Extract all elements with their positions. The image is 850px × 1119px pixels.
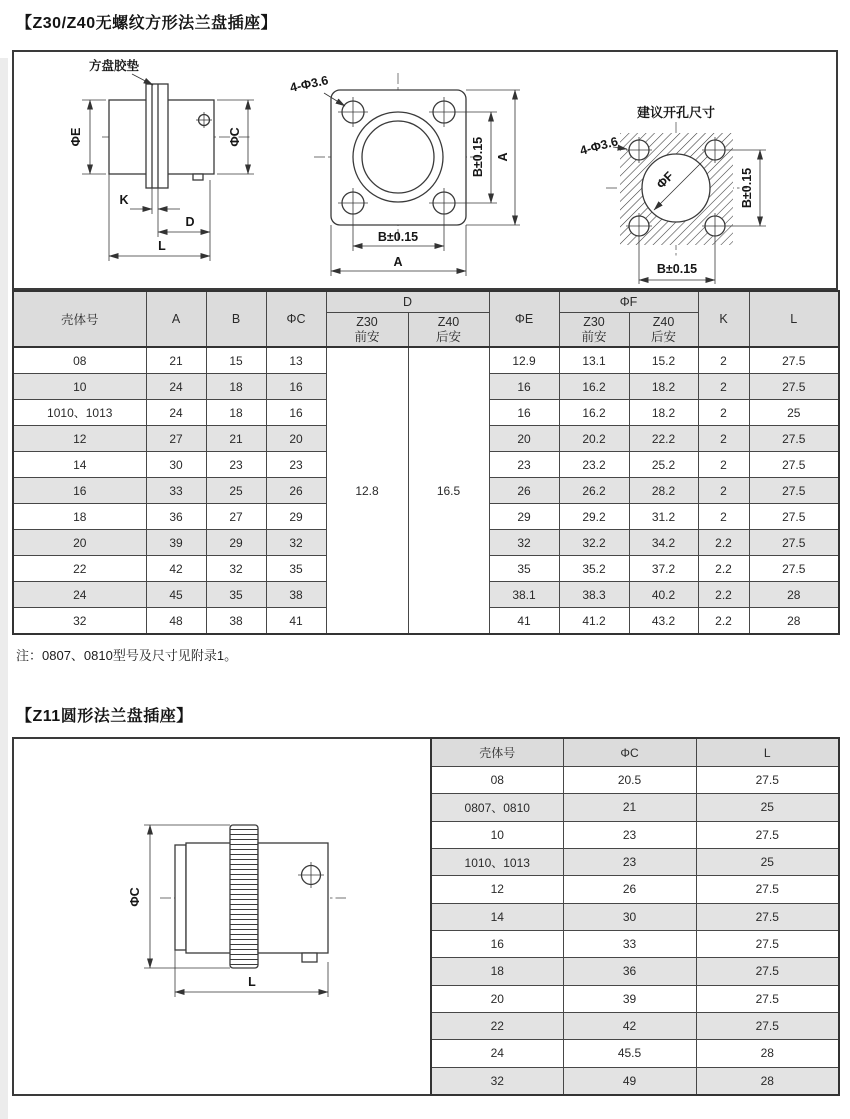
table-cell: 16	[431, 930, 563, 957]
table-cell: 18	[206, 400, 266, 426]
table-cell: 28	[749, 582, 839, 608]
table-cell: 28	[749, 608, 839, 635]
table-row	[431, 1012, 839, 1039]
table-cell: 27.5	[749, 530, 839, 556]
table-cell: 13.1	[559, 347, 629, 374]
table-cell: 25	[749, 400, 839, 426]
table-cell: 27.5	[696, 930, 839, 957]
table-cell: 38.3	[559, 582, 629, 608]
table-row	[431, 958, 839, 985]
table-cell: 16	[489, 400, 559, 426]
table-cell: 16	[13, 478, 146, 504]
table-cell: 39	[563, 985, 696, 1012]
table-cell: 41	[266, 608, 326, 635]
table-cell: 26.2	[559, 478, 629, 504]
table-cell: 20	[13, 530, 146, 556]
table-cell: 13	[266, 347, 326, 374]
column-header: 壳体号	[13, 291, 146, 347]
table-cell-merged: 16.5	[408, 347, 489, 634]
table-cell: 28	[696, 1067, 839, 1095]
table-cell: 36	[146, 504, 206, 530]
table-row	[431, 1040, 839, 1067]
table-cell: 14	[431, 903, 563, 930]
table-cell: 21	[206, 426, 266, 452]
front-view-drawing	[289, 73, 520, 276]
table-cell: 18	[431, 958, 563, 985]
table-cell: 0807、0810	[431, 794, 563, 821]
table-row	[431, 821, 839, 848]
table-cell: 27.5	[749, 374, 839, 400]
z11-connector	[128, 825, 346, 997]
table-row	[431, 876, 839, 903]
table-cell: 22	[431, 1012, 563, 1039]
column-header: 壳体号	[431, 738, 563, 767]
side-view-drawing	[69, 58, 254, 261]
table-cell: 18.2	[629, 374, 698, 400]
table-cell: 49	[563, 1067, 696, 1095]
column-header: A	[146, 291, 206, 347]
table-cell: 32	[489, 530, 559, 556]
table-cell: 18	[13, 504, 146, 530]
table-cell: 25	[696, 794, 839, 821]
z11-dim-l-label: L	[248, 975, 256, 989]
table-cell: 22.2	[629, 426, 698, 452]
table-cell: 28	[696, 1040, 839, 1067]
table-cell: 20	[489, 426, 559, 452]
table-cell: 16.2	[559, 400, 629, 426]
table-cell: 27	[206, 504, 266, 530]
cutout-dim-b-vertical: B±0.15	[740, 167, 754, 209]
column-header: L	[696, 738, 839, 767]
table-cell: 20	[431, 985, 563, 1012]
table-cell: 29.2	[559, 504, 629, 530]
table-cell: 30	[563, 903, 696, 930]
table-cell: 37.2	[629, 556, 698, 582]
table-row	[431, 1067, 839, 1095]
table-cell: 14	[13, 452, 146, 478]
table-cell: 29	[266, 504, 326, 530]
table-cell: 2.2	[698, 556, 749, 582]
table-cell: 38.1	[489, 582, 559, 608]
table-cell: 2.2	[698, 530, 749, 556]
table-cell: 27.5	[749, 426, 839, 452]
dim-b-vertical: B±0.15	[471, 136, 485, 178]
table-cell: 39	[146, 530, 206, 556]
table-cell: 27.5	[696, 767, 839, 794]
table-cell: 27.5	[749, 478, 839, 504]
table-cell: 24	[146, 374, 206, 400]
table-row	[431, 985, 839, 1012]
table-cell: 2	[698, 374, 749, 400]
table-cell: 20.2	[559, 426, 629, 452]
holes-callout: 4-Φ3.6	[288, 73, 330, 95]
table-cell: 23	[489, 452, 559, 478]
table-cell: 24	[146, 400, 206, 426]
column-header: ΦC	[563, 738, 696, 767]
table-cell: 33	[146, 478, 206, 504]
table-row	[431, 903, 839, 930]
table-cell: 32	[266, 530, 326, 556]
panel-cutout-drawing	[578, 105, 766, 284]
table-cell: 24	[13, 582, 146, 608]
table-cell: 29	[206, 530, 266, 556]
table-cell: 18.2	[629, 400, 698, 426]
table-cell: 36	[563, 958, 696, 985]
z11-side-view-drawing	[14, 739, 430, 1090]
dim-e-label: ΦE	[69, 127, 83, 147]
table-cell: 48	[146, 608, 206, 635]
table-cell: 2	[698, 478, 749, 504]
table-cell: 2	[698, 347, 749, 374]
column-header-group: D	[326, 291, 489, 313]
dim-a-vertical: A	[496, 152, 510, 162]
table-cell: 38	[206, 608, 266, 635]
z11-dimension-table	[430, 737, 840, 1096]
z30-z40-drawing-frame	[12, 50, 838, 290]
table-cell: 24	[431, 1040, 563, 1067]
table-cell: 16	[266, 374, 326, 400]
table-cell: 35.2	[559, 556, 629, 582]
table-cell: 15	[206, 347, 266, 374]
table-cell: 25	[696, 848, 839, 875]
table-cell: 27.5	[696, 821, 839, 848]
table-cell: 26	[489, 478, 559, 504]
table-cell: 20	[266, 426, 326, 452]
table-cell: 10	[431, 821, 563, 848]
table-cell: 27.5	[696, 903, 839, 930]
table-row	[431, 930, 839, 957]
table-cell: 21	[146, 347, 206, 374]
table-cell: 23.2	[559, 452, 629, 478]
knurled-ring	[230, 825, 258, 968]
table-cell: 1010、1013	[431, 848, 563, 875]
dim-k-label: K	[119, 193, 129, 207]
gasket-label: 方盘胶垫	[88, 59, 140, 73]
table-cell: 2	[698, 504, 749, 530]
table-cell: 22	[13, 556, 146, 582]
section1-title: 【Z30/Z40无螺纹方形法兰盘插座】	[16, 15, 278, 32]
table-cell: 45	[146, 582, 206, 608]
table-cell: 26	[266, 478, 326, 504]
table-cell: 32.2	[559, 530, 629, 556]
column-header-group: ΦF	[559, 291, 698, 313]
table-cell: 27.5	[749, 556, 839, 582]
table-cell: 26	[563, 876, 696, 903]
table-cell: 42	[563, 1012, 696, 1039]
column-header: ΦC	[266, 291, 326, 347]
column-header: ΦE	[489, 291, 559, 347]
table-cell: 2	[698, 452, 749, 478]
table-cell: 23	[206, 452, 266, 478]
dim-l-label: L	[158, 239, 166, 253]
column-subheader: Z30 前安	[326, 313, 408, 348]
table-cell-merged: 12.8	[326, 347, 408, 634]
dim-f-label: ΦF	[653, 168, 677, 192]
column-header: B	[206, 291, 266, 347]
column-subheader: Z30 前安	[559, 313, 629, 348]
table-cell: 41.2	[559, 608, 629, 635]
table-cell: 2.2	[698, 608, 749, 635]
dim-c-label: ΦC	[228, 127, 242, 147]
table-cell: 23	[266, 452, 326, 478]
table-cell: 27.5	[696, 958, 839, 985]
table-cell: 38	[266, 582, 326, 608]
table-cell: 27.5	[696, 985, 839, 1012]
table-cell: 35	[206, 582, 266, 608]
table-cell: 42	[146, 556, 206, 582]
table-cell: 25.2	[629, 452, 698, 478]
table-cell: 35	[266, 556, 326, 582]
table-cell: 34.2	[629, 530, 698, 556]
z30-z40-drawings	[14, 52, 834, 284]
table-cell: 16	[489, 374, 559, 400]
table-cell: 12	[431, 876, 563, 903]
table-cell: 1010、1013	[13, 400, 146, 426]
table-cell: 23	[563, 821, 696, 848]
table-cell: 31.2	[629, 504, 698, 530]
table-cell: 12	[13, 426, 146, 452]
table-cell: 18	[206, 374, 266, 400]
cutout-dim-b-horizontal: B±0.15	[656, 262, 698, 276]
table-cell: 08	[13, 347, 146, 374]
column-subheader: Z40 后安	[408, 313, 489, 348]
table-cell: 32	[431, 1067, 563, 1095]
table-cell: 27.5	[696, 876, 839, 903]
table-cell: 20.5	[563, 767, 696, 794]
column-header: L	[749, 291, 839, 347]
table-row	[431, 767, 839, 794]
dim-d-label: D	[185, 215, 195, 229]
column-header: K	[698, 291, 749, 347]
table-cell: 2.2	[698, 582, 749, 608]
table-cell: 27.5	[749, 452, 839, 478]
table-cell: 25	[206, 478, 266, 504]
table-row	[431, 794, 839, 821]
column-subheader: Z40 后安	[629, 313, 698, 348]
table-cell: 29	[489, 504, 559, 530]
table-cell: 23	[563, 848, 696, 875]
table-cell: 08	[431, 767, 563, 794]
table-cell: 35	[489, 556, 559, 582]
table-cell: 10	[13, 374, 146, 400]
table-cell: 2	[698, 400, 749, 426]
table-cell: 16.2	[559, 374, 629, 400]
table-cell: 32	[13, 608, 146, 635]
dim-b-horizontal: B±0.15	[377, 230, 419, 244]
section2-title: 【Z11圆形法兰盘插座】	[16, 708, 193, 725]
cutout-title: 建议开孔尺寸	[636, 105, 716, 120]
table-row	[431, 848, 839, 875]
cutout-holes-callout: 4-Φ3.6	[578, 134, 620, 158]
table-cell: 45.5	[563, 1040, 696, 1067]
table-cell: 30	[146, 452, 206, 478]
dim-a-horizontal: A	[393, 255, 403, 269]
table-cell: 41	[489, 608, 559, 635]
table-cell: 27.5	[749, 347, 839, 374]
page-edge-shadow	[0, 58, 8, 1119]
table-cell: 27	[146, 426, 206, 452]
table-cell: 32	[206, 556, 266, 582]
z30-z40-dimension-table	[12, 290, 840, 635]
table-cell: 21	[563, 794, 696, 821]
table-cell: 33	[563, 930, 696, 957]
footnote: 注：0807、0810型号及尺寸见附录1。	[16, 648, 238, 663]
table-cell: 28.2	[629, 478, 698, 504]
z11-dim-c-label: ΦC	[128, 887, 142, 907]
table-cell: 15.2	[629, 347, 698, 374]
table-cell: 27.5	[696, 1012, 839, 1039]
table-cell: 40.2	[629, 582, 698, 608]
table-cell: 27.5	[749, 504, 839, 530]
table-row	[13, 347, 839, 374]
table-cell: 12.9	[489, 347, 559, 374]
table-cell: 43.2	[629, 608, 698, 635]
table-cell: 2	[698, 426, 749, 452]
table-cell: 16	[266, 400, 326, 426]
